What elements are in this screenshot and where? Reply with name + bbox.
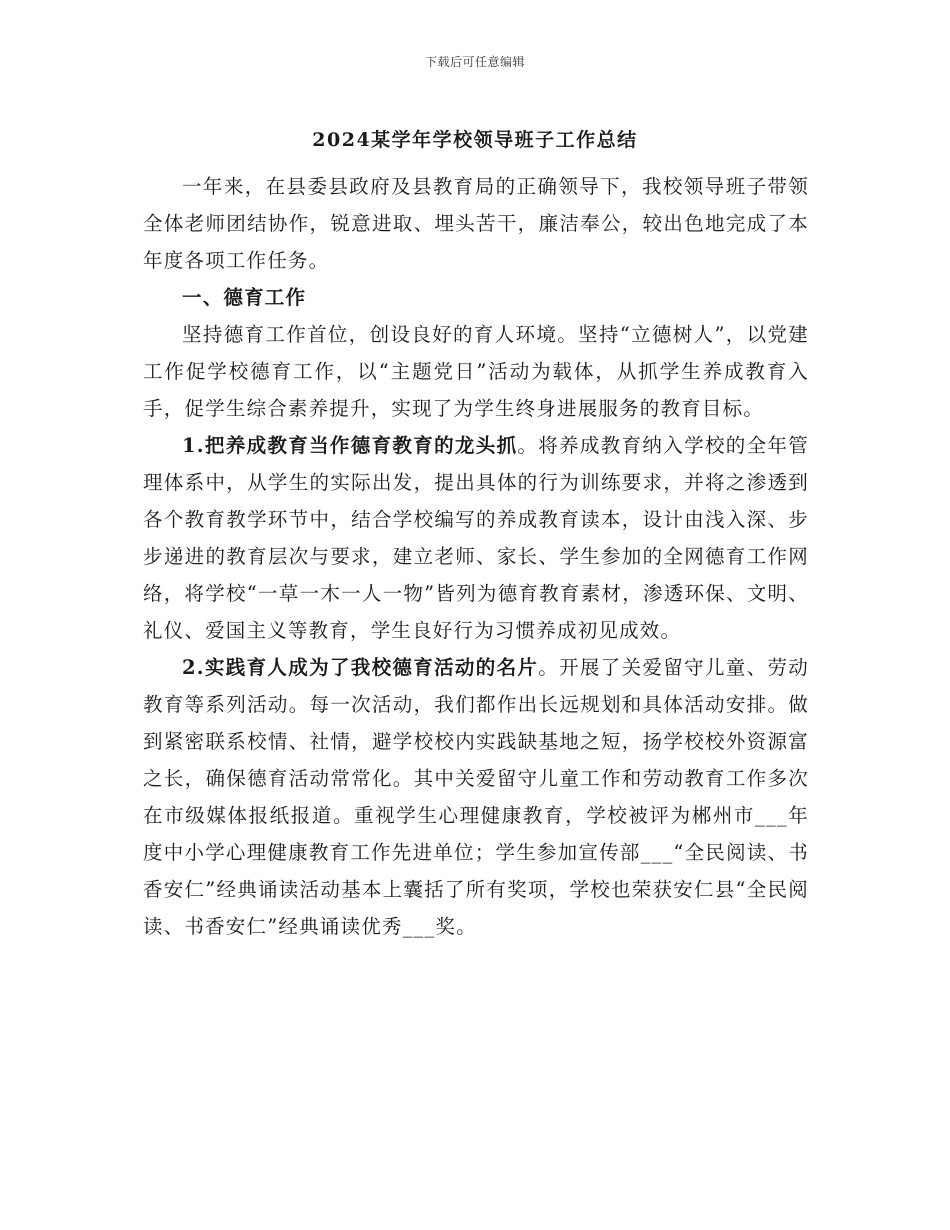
section-summary-paragraph: 坚持德育工作首位，创设良好的育人环境。坚持“立德树人”，以党建工作促学校德育工作，以“主题党日”活动为载体，从抓学生养成教育入手，促学生综合素养提升，实现了为学生终身进展服务的教育目标。 xyxy=(143,323,809,420)
document-title: 2024某学年学校领导班子工作总结 xyxy=(312,129,638,151)
item-1-paragraph xyxy=(143,427,809,649)
item-2-lead: 2.实践育人成为了我校德育活动的名片 xyxy=(182,656,539,679)
item-1-body: 。将养成教育纳入学校的全年管理体系中，从学生的实际出发，提出具体的行为训练要求，并将之渗透到各个教育教学环节中，结合学校编写的养成教育读本，设计由浅入深、步步递进的教育层次与要求，建立老师、家长、学生参加的全网德育工作网络，将学校“一草一木一人一物”皆列为德育教育素材，渗透环保、文明、礼仪、爱国主义等教育，学生良好行为习惯养成初见成效。 xyxy=(143,434,809,642)
item-2-paragraph xyxy=(143,649,809,945)
item-1-lead: 1.把养成教育当作德育教育的龙头抓 xyxy=(182,434,518,457)
document-body xyxy=(143,168,809,945)
intro-paragraph: 一年来，在县委县政府及县教育局的正确领导下，我校领导班子带领全体老师团结协作，锐意进取、埋头苦干，廉洁奉公，较出色地完成了本年度各项工作任务。 xyxy=(143,175,809,272)
section-heading-moral-education: 一、德育工作 xyxy=(182,286,307,309)
item-2-body: 。开展了关爱留守儿童、劳动教育等系列活动。每一次活动，我们都作出长远规划和具体活动安排。做到紧密联系校情、社情，避学校校内实践缺基地之短，扬学校校外资源富之长，确保德育活动常常化。其中关爱留守儿童工作和劳动教育工作多次在市级媒体报纸报道。重视学生心理健康教育，学校被评为郴州市___年度中小学心理健康教育工作先进单位；学生参加宣传部___“全民阅读、书香安仁”经典诵读活动基本上囊括了所有奖项，学校也荣获安仁县“全民阅读、书香安仁”经典诵读优秀___奖。 xyxy=(143,656,809,938)
header-note: 下载后可任意编辑 xyxy=(424,55,525,69)
